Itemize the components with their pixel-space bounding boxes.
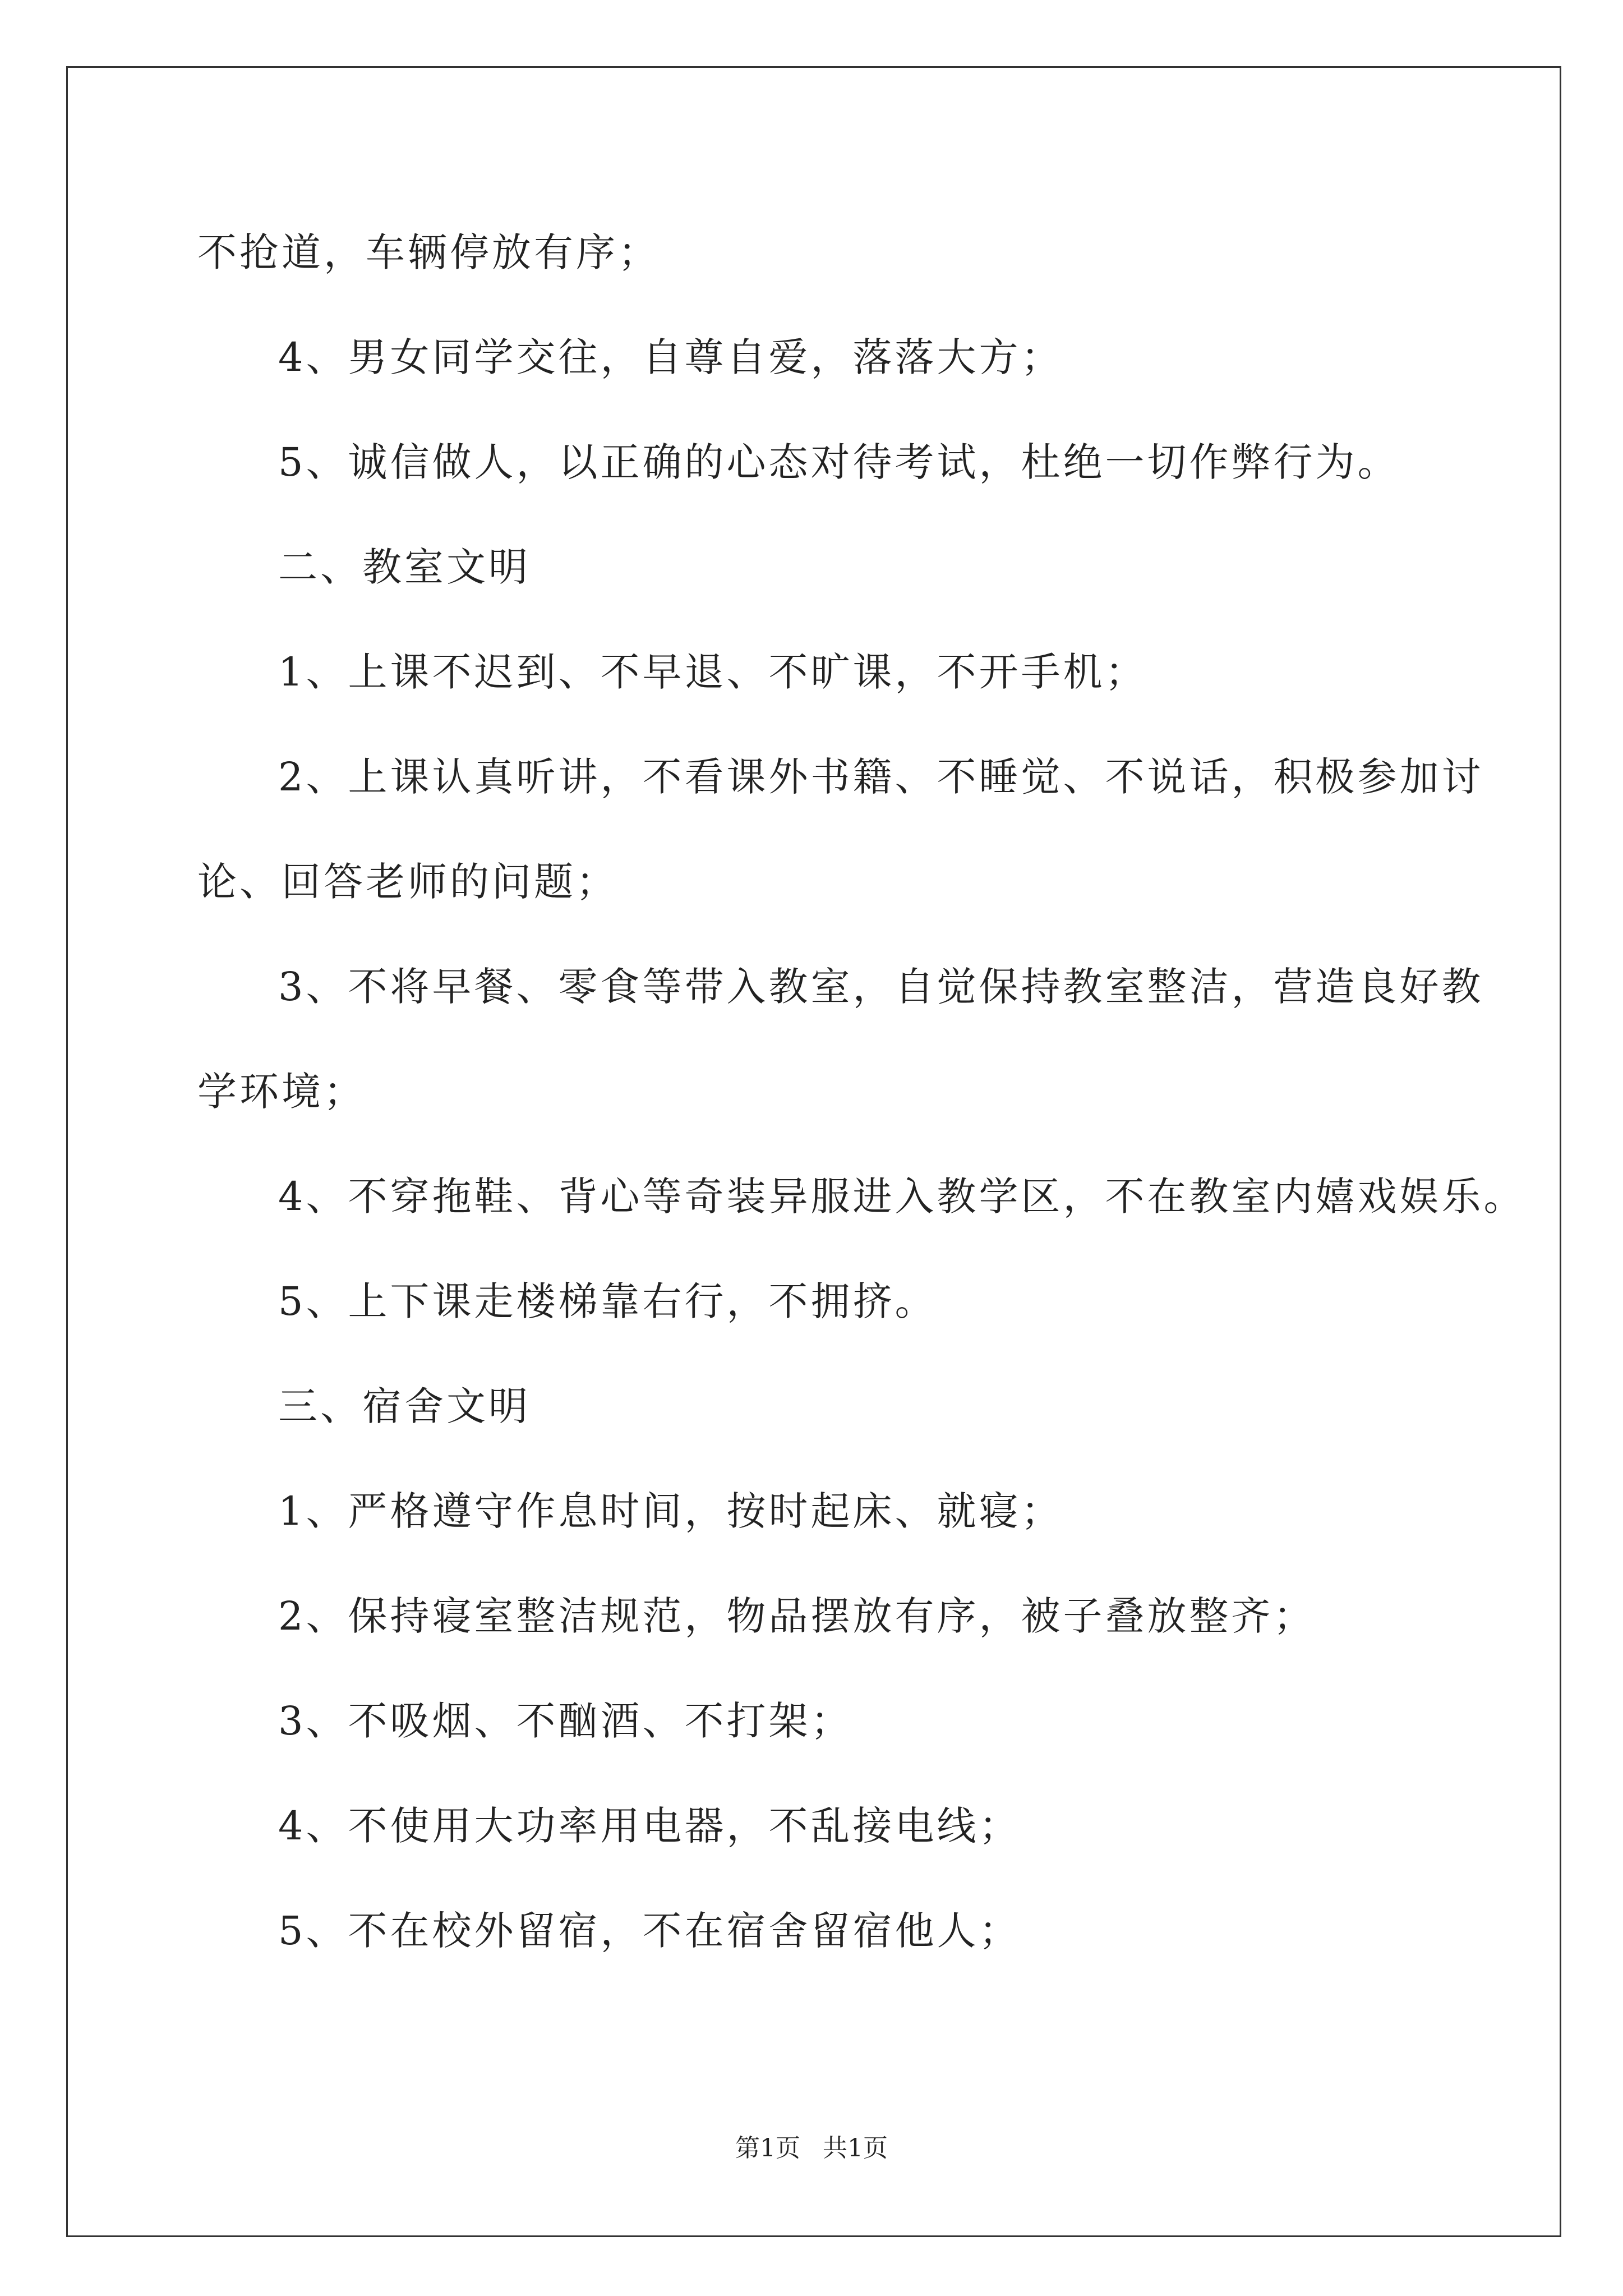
page-number-current: 第1页 [735, 2134, 800, 2162]
text-line: 2、上课认真听讲，不看课外书籍、不睡觉、不说话，积极参加讨 [278, 754, 1484, 800]
page-number-total: 共1页 [823, 2134, 888, 2162]
text-line: 1、严格遵守作息时间，按时起床、就寝； [278, 1488, 1063, 1534]
text-line: 5、上下课走楼梯靠右行，不拥挤。 [278, 1278, 937, 1324]
text-line: 4、男女同学交往，自尊自爱，落落大方； [278, 334, 1063, 380]
text-line: 4、不使用大功率用电器，不乱接电线； [278, 1803, 1021, 1849]
section-heading: 二、教室文明 [278, 544, 531, 590]
text-line: 学环境； [197, 1069, 366, 1115]
text-line: 1、上课不迟到、不早退、不旷课，不开手机； [278, 649, 1147, 695]
text-line: 5、诚信做人，以正确的心态对待考试，杜绝一切作弊行为。 [278, 439, 1400, 485]
text-line: 论、回答老师的问题； [197, 859, 618, 905]
text-line: 3、不将早餐、零食等带入教室，自觉保持教室整洁，营造良好教 [278, 964, 1484, 1010]
page-footer [0, 2132, 1623, 2165]
text-line: 3、不吸烟、不酗酒、不打架； [278, 1698, 853, 1744]
text-line: 2、保持寝室整洁规范，物品摆放有序，被子叠放整齐； [278, 1593, 1316, 1639]
section-heading: 三、宿舍文明 [278, 1383, 531, 1429]
text-line: 4、不穿拖鞋、背心等奇装异服进入教学区，不在教室内嬉戏娱乐。 [278, 1174, 1526, 1220]
text-line: 5、不在校外留宿，不在宿舍留宿他人； [278, 1908, 1021, 1954]
text-line: 不抢道，车辆停放有序； [197, 229, 660, 275]
